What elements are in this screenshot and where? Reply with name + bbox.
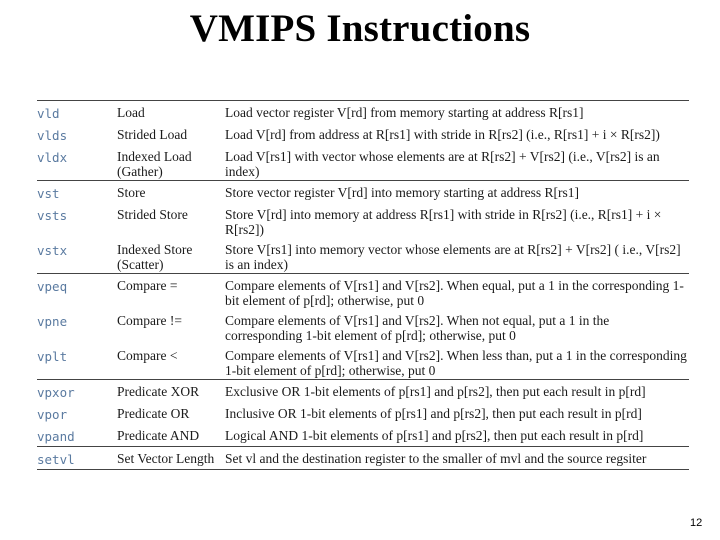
description-cell: Store V[rd] into memory at address R[rs1] with stride in R[rs2] (i.e., R[rs1] + i × R[rs2]): [225, 207, 662, 237]
mnemonic-cell: setvl: [37, 452, 75, 467]
table-row: [37, 181, 689, 203]
description-cell: Store V[rs1] into memory vector whose elements are at R[rs2] + V[rs2] ( i.e., V[rs2] is an index): [225, 242, 681, 272]
table-group-store: [37, 181, 689, 274]
name-cell: Predicate AND: [117, 428, 200, 443]
table-group-predicate: [37, 380, 689, 447]
table-row: [37, 123, 689, 145]
table-row: [37, 101, 689, 123]
table-group-setvl: [37, 447, 689, 469]
mnemonic-cell: vpne: [37, 314, 68, 329]
table-row: [37, 238, 689, 273]
mnemonic-cell: vpeq: [37, 279, 68, 294]
name-cell: Compare =: [117, 278, 178, 293]
mnemonic-cell: vst: [37, 186, 60, 201]
table-group-compare: [37, 274, 689, 380]
mnemonic-cell: vpor: [37, 407, 68, 422]
mnemonic-cell: vldx: [37, 150, 68, 165]
description-cell: Exclusive OR 1-bit elements of p[rs1] and p[rs2], then put each result in p[rd]: [225, 384, 646, 399]
mnemonic-cell: vstx: [37, 243, 68, 258]
name-cell: Strided Load: [117, 127, 188, 142]
description-cell: Compare elements of V[rs1] and V[rs2]. When equal, put a 1 in the corresponding 1-bit element of p[rd]; otherwise, put 0: [225, 278, 684, 308]
description-cell: Store vector register V[rd] into memory starting at address R[rs1]: [225, 185, 580, 200]
table-row: [37, 447, 689, 469]
table-row: [37, 203, 689, 238]
table-group-load: [37, 101, 689, 181]
table-row: [37, 402, 689, 424]
mnemonic-cell: vpxor: [37, 385, 75, 400]
name-cell: Predicate OR: [117, 406, 190, 421]
description-cell: Set vl and the destination register to the smaller of mvl and the source regsiter: [225, 451, 647, 466]
name-cell: Strided Store: [117, 207, 188, 222]
mnemonic-cell: vlds: [37, 128, 68, 143]
name-cell: Store: [117, 185, 146, 200]
name-cell: Indexed Load (Gather): [117, 149, 192, 179]
table-row: [37, 344, 689, 379]
table-row: [37, 424, 689, 446]
mnemonic-cell: vld: [37, 106, 60, 121]
description-cell: Logical AND 1-bit elements of p[rs1] and p[rs2], then put each result in p[rd]: [225, 428, 644, 443]
description-cell: Compare elements of V[rs1] and V[rs2]. When not equal, put a 1 in the corresponding 1-bit element of p[rd]; otherwise, put 0: [225, 313, 610, 343]
description-cell: Load V[rd] from address at R[rs1] with stride in R[rs2] (i.e., R[rs1] + i × R[rs2]): [225, 127, 660, 142]
name-cell: Load: [117, 105, 145, 120]
mnemonic-cell: vpand: [37, 429, 75, 444]
table-row: [37, 274, 689, 309]
page-number: 12: [690, 517, 703, 529]
name-cell: Compare <: [117, 348, 178, 363]
description-cell: Load vector register V[rd] from memory starting at address R[rs1]: [225, 105, 584, 120]
description-cell: Compare elements of V[rs1] and V[rs2]. When less than, put a 1 in the corresponding 1-bit element of p[rd]; otherwise, put 0: [225, 348, 687, 378]
mnemonic-cell: vplt: [37, 349, 68, 364]
name-cell: Predicate XOR: [117, 384, 200, 399]
name-cell: Set Vector Length: [117, 451, 215, 466]
name-cell: Indexed Store (Scatter): [117, 242, 193, 272]
mnemonic-cell: vsts: [37, 208, 68, 223]
table-row: [37, 145, 689, 180]
slide-title: VMIPS Instructions: [189, 7, 531, 50]
description-cell: Load V[rs1] with vector whose elements are at R[rs2] + V[rs2] (i.e., V[rs2] is an index): [225, 149, 660, 179]
instruction-table: [37, 100, 689, 470]
name-cell: Compare !=: [117, 313, 182, 328]
table-row: [37, 309, 689, 344]
table-row: [37, 380, 689, 402]
description-cell: Inclusive OR 1-bit elements of p[rs1] and p[rs2], then put each result in p[rd]: [225, 406, 642, 421]
